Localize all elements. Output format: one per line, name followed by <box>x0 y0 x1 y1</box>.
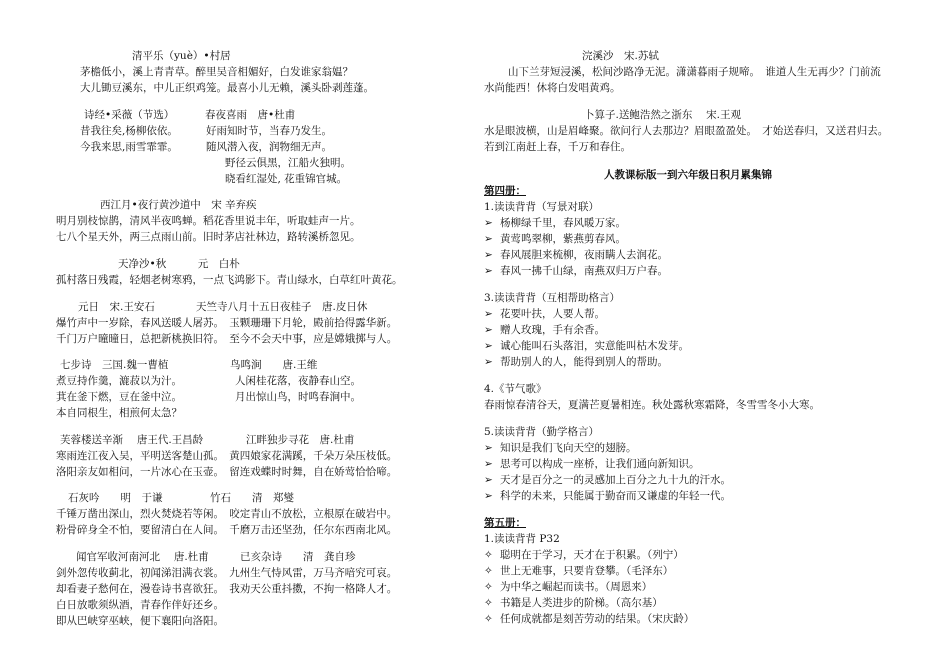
bullet-item <box>484 579 652 595</box>
text-line: 1.读读背背（写景对联） <box>484 201 600 213</box>
bullet-item <box>484 354 668 370</box>
poem-line: 粉骨碎身全不怕，要留清白在人间。 千磨万击还坚劲，任尔东西南北风。 <box>56 524 398 536</box>
poem-line: 石灰吟 明 于谦 <box>68 492 163 504</box>
bullet-item <box>484 338 689 354</box>
bullet-text: 帮助别人的人，能得到别人的帮助。 <box>500 356 668 368</box>
poem-line: 七八个星天外，两三点雨山前。旧时茅店社林边，路转溪桥忽见。 <box>56 231 361 243</box>
poem-line: 好雨知时节，当春乃发生。 <box>206 125 332 137</box>
collection-heading: 人教课标版一到六年级日积月累集锦 <box>604 169 772 181</box>
section-heading: 第四册： <box>484 185 526 197</box>
bullet-text: 天才是百分之一的灵感加上百分之九十九的汗水。 <box>500 474 731 486</box>
poem-line: 天净沙•秋 元 白朴 <box>118 258 240 270</box>
poem-line: 孤村落日残霞，轻烟老树寒鸦，一点飞鸿影下。青山绿水，白草红叶黄花。 <box>56 274 403 286</box>
poem-line: 爆竹声中一岁除，春风送暖人屠苏。 玉颗珊珊下月轮，殿前拾得露华新。 <box>56 317 398 329</box>
bullet-item <box>484 306 605 322</box>
poem-line: 卜算子.送鲍浩然之浙东 宋.王观 <box>584 109 742 121</box>
poem-line: 茅檐低小，溪上青青草。醉里吴音相媚好，白发谁家翁媪？ <box>80 66 353 78</box>
poem-line: 元日 宋.王安石 <box>78 301 155 313</box>
poem-line: 浣溪沙 宋.苏轼 <box>582 50 659 62</box>
bullet-item <box>484 456 700 472</box>
poem-line: 天竺寺八月十五日夜桂子 唐.皮日休 <box>196 301 368 313</box>
text-line: 春雨惊春清谷天，夏满芒夏暑相连。秋处露秋寒霜降，冬雪雪冬小大寒。 <box>484 399 820 411</box>
bullet-text: 任何成就都是刻苦劳动的结果。（宋庆龄） <box>500 613 695 625</box>
bullet-item <box>484 247 668 263</box>
bullet-item <box>484 488 731 504</box>
arrow-bullet-icon: ➢ <box>484 474 493 486</box>
poem-line: 寒雨连江夜入吴，平明送客楚山孤。 黄四娘家花满蹊，千朵万朵压枝低。 <box>56 450 398 462</box>
arrow-bullet-icon: ➢ <box>484 490 493 502</box>
poem-line: 本自同根生，相煎何太急？ <box>56 407 182 419</box>
poem-line: 萁在釜下燃，豆在釜中泣。 <box>56 391 182 403</box>
poem-line: 白日放歌须纵酒，青春作伴好还乡。 <box>56 599 224 611</box>
poem-line: 今我来思,雨雪霏霏。 <box>80 141 178 153</box>
bullet-item <box>484 547 684 563</box>
poem-line: 竹石 清 郑燮 <box>210 492 294 504</box>
bullet-text: 世上无难事，只要肯登攀。（毛泽东） <box>500 565 674 577</box>
diamond-bullet-icon: ✧ <box>484 613 493 625</box>
poem-line: 若到江南赶上春，千万和春住。 <box>484 141 631 153</box>
bullet-item <box>484 611 694 627</box>
text-line: 1.读读背背 P32 <box>484 533 560 545</box>
diamond-bullet-icon: ✧ <box>484 597 493 609</box>
bullet-text: 诚心能叫石头落泪，实意能叫枯木发芽。 <box>500 340 689 352</box>
text-line: 5.读读背背（勤学格言） <box>484 426 600 438</box>
bullet-text: 为中华之崛起而读书。（周恩来） <box>500 581 653 593</box>
poem-line: 煮豆持作羹，漉菽以为汁。 <box>56 375 182 387</box>
poem-line: 洛阳亲友如相问，一片冰心在玉壶。 留连戏蝶时时舞，自在娇莺恰恰啼。 <box>56 466 398 478</box>
poem-line: 闻官军收河南河北 唐.杜甫 <box>76 551 209 563</box>
poem-line: 晓看红湿处, 花重锦官城。 <box>225 173 348 185</box>
bullet-text: 知识是我们飞向天空的翅膀。 <box>500 442 637 454</box>
poem-line: 春夜喜雨 唐•杜甫 <box>205 109 296 121</box>
poem-line: 鸟鸣涧 唐.王维 <box>230 359 318 371</box>
poem-line: 水是眼波横，山是眉峰聚。欲问行人去那边？眉眼盈盈处。 才始送春归，又送君归去。 <box>484 125 889 137</box>
bullet-text: 杨柳绿千里，春风暖万家。 <box>500 217 626 229</box>
arrow-bullet-icon: ➢ <box>484 356 493 368</box>
poem-line: 剑外忽传收蓟北，初闻涕泪满衣裳。 九州生气恃风雷，万马齐喑究可哀。 <box>56 567 398 579</box>
bullet-text: 聪明在于学习，天才在于积累。（列宁） <box>500 549 684 561</box>
bullet-item <box>484 231 626 247</box>
bullet-text: 春风一拂千山绿，南燕双归万户春。 <box>500 265 668 277</box>
poem-line: 千门万户曈曈日，总把新桃换旧符。 至今不会天中事，应是嫦娥掷与人。 <box>56 333 398 345</box>
poem-line: 明月别枝惊鹊，清风半夜鸣蝉。稻花香里说丰年，听取蛙声一片。 <box>56 215 361 227</box>
bullet-item <box>484 563 673 579</box>
poem-line: 月出惊山鸟，时鸣春涧中。 <box>235 391 361 403</box>
diamond-bullet-icon: ✧ <box>484 549 493 561</box>
arrow-bullet-icon: ➢ <box>484 249 493 261</box>
poem-line: 清平乐（yuè）•村居 <box>132 50 231 62</box>
bullet-text: 赠人玫瑰，手有余香。 <box>500 324 605 336</box>
poem-line: 江畔独步寻花 唐.杜甫 <box>246 434 355 446</box>
poem-line: 西江月•夜行黄沙道中 宋 辛弃疾 <box>100 199 257 211</box>
poem-line: 山下兰芽短浸溪，松间沙路净无泥。潇潇暮雨子规啼。 谁道人生无再少？门前流 <box>508 66 881 78</box>
poem-line: 芙蓉楼送辛渐 唐王代.王昌龄 <box>60 434 204 446</box>
bullet-text: 春风展胆来梳柳，夜雨瞒人去润花。 <box>500 249 668 261</box>
arrow-bullet-icon: ➢ <box>484 308 493 320</box>
poem-line: 水尚能西！休将白发唱黄鸡。 <box>484 82 621 94</box>
bullet-item <box>484 322 605 338</box>
text-line: 3.读读背背（互相帮助格言） <box>484 292 621 304</box>
text-line: 4.《节气歌》 <box>484 383 547 395</box>
bullet-item <box>484 215 626 231</box>
poem-line: 诗经•采薇（节选） <box>84 109 175 121</box>
bullet-text: 花要叶扶，人要人帮。 <box>500 308 605 320</box>
diamond-bullet-icon: ✧ <box>484 565 493 577</box>
bullet-text: 思考可以构成一座桥，让我们通向新知识。 <box>500 458 700 470</box>
poem-line: 大儿锄豆溪东，中儿正织鸡笼。最喜小儿无赖，溪头卧剥莲蓬。 <box>80 82 374 94</box>
bullet-item <box>484 440 637 456</box>
diamond-bullet-icon: ✧ <box>484 581 493 593</box>
poem-line: 人闲桂花落，夜静春山空。 <box>235 375 361 387</box>
arrow-bullet-icon: ➢ <box>484 233 493 245</box>
poem-line: 七步诗 三国.魏一曹植 <box>60 359 169 371</box>
poem-line: 随风潜入夜，润物细无声。 <box>206 141 332 153</box>
poem-line: 野径云俱黑，江船火独明。 <box>225 157 351 169</box>
arrow-bullet-icon: ➢ <box>484 340 493 352</box>
bullet-item <box>484 595 663 611</box>
arrow-bullet-icon: ➢ <box>484 324 493 336</box>
poem-line: 已亥杂诗 清 龚自珍 <box>240 551 356 563</box>
bullet-text: 科学的未来，只能属于勤奋而又谦虚的年轻一代。 <box>500 490 731 502</box>
bullet-text: 黄莺鸣翠柳，紫燕剪春风。 <box>500 233 626 245</box>
arrow-bullet-icon: ➢ <box>484 458 493 470</box>
bullet-item <box>484 472 731 488</box>
poem-line: 千锤万凿出深山，烈火焚烧若等闲。 咬定青山不放松，立根原在破岩中。 <box>56 508 398 520</box>
arrow-bullet-icon: ➢ <box>484 217 493 229</box>
poem-line: 却看妻子愁何在，漫卷诗书喜欲狂。 我劝天公重抖擞，不拘一格降人才。 <box>56 583 398 595</box>
arrow-bullet-icon: ➢ <box>484 265 493 277</box>
bullet-item <box>484 263 668 279</box>
poem-line: 即从巴峡穿巫峡，便下襄阳向洛阳。 <box>56 615 224 627</box>
bullet-text: 书籍是人类进步的阶梯。（高尔基） <box>500 597 663 609</box>
poem-line: 昔我往矣,杨柳依依。 <box>80 125 178 137</box>
section-heading: 第五册： <box>484 517 526 529</box>
arrow-bullet-icon: ➢ <box>484 442 493 454</box>
